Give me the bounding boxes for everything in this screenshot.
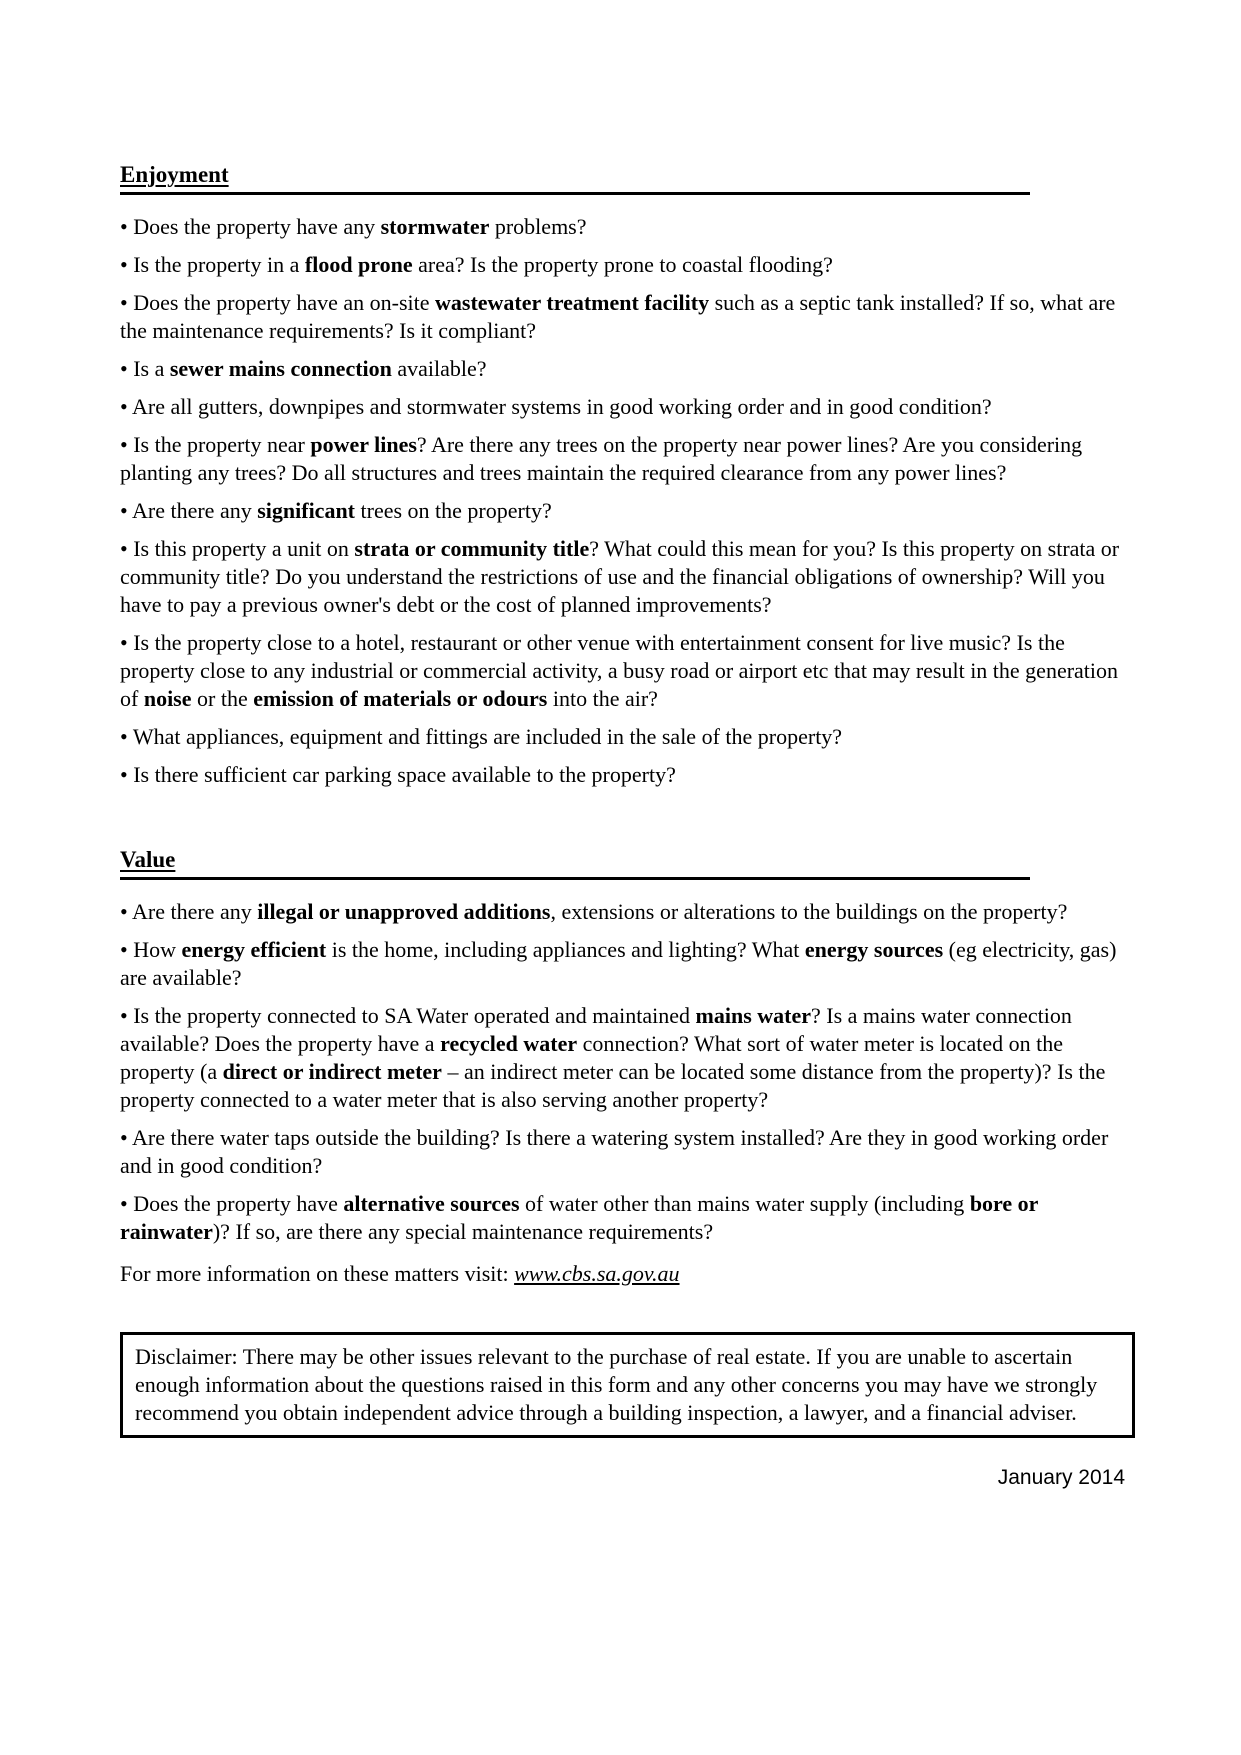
bullet-question <box>120 431 1135 487</box>
bullet-text-bold: flood prone <box>304 252 413 277</box>
bullet-marker: • <box>120 536 134 561</box>
bullet-marker: • <box>120 630 134 655</box>
bullet-question <box>120 535 1135 619</box>
bullet-question <box>120 251 1135 279</box>
bullet-text-bold: sewer mains connection <box>169 356 392 381</box>
bullet-question <box>120 629 1135 713</box>
bullet-text: Are there water taps outside the building? Is there a watering system installed? Are they in good working order and in good condition? <box>120 1125 1109 1178</box>
cbs-website-link[interactable]: www.cbs.sa.gov.au <box>514 1261 680 1286</box>
bullet-marker: • <box>120 356 134 381</box>
bullet-question <box>120 1124 1135 1180</box>
section-value <box>120 845 1135 1246</box>
bullet-text: ? What could this mean for you? Is this property on strata or community title? Do you understand the restrictions of use and the financial obligations of ownership? Will you have to pay a previous owner's debt or the cost of planned improvements? <box>120 536 1120 617</box>
bullet-marker: • <box>120 899 132 924</box>
disclaimer-box <box>120 1332 1135 1438</box>
value-heading: Value <box>120 845 1030 880</box>
bullet-marker: • <box>120 214 134 239</box>
bullet-text: such as a septic tank installed? If so, what are the maintenance requirements? Is it compliant? <box>120 290 1116 343</box>
bullet-text: – an indirect meter can be located some distance from the property)? Is the property connected to a water meter that is also serving another property? <box>120 1059 1106 1112</box>
bullet-question <box>120 497 1135 525</box>
bullet-marker: • <box>120 498 132 523</box>
bullet-text: or the <box>191 686 254 711</box>
bullet-text: ? Are there any trees on the property near power lines? Are you considering planting any trees? Do all structures and trees maintain the required clearance from any power lines? <box>120 432 1083 485</box>
bullet-text: ? Is a mains water connection available? Does the property have a <box>120 1003 1072 1056</box>
bullet-text: Does the property have any <box>133 214 381 239</box>
more-info-line <box>120 1260 1135 1288</box>
bullet-marker: • <box>120 937 134 962</box>
bullet-text: Are there any <box>132 498 258 523</box>
disclaimer-text: Disclaimer: There may be other issues relevant to the purchase of real estate. If you are unable to ascertain enough information about the questions raised in this form and any other concerns you may have we strongly recommend you obtain independent advice through a building inspection, a lawyer, and a financial adviser. <box>135 1344 1098 1425</box>
bullet-text: trees on the property? <box>355 498 552 523</box>
bullet-text-bold: energy sources <box>804 937 944 962</box>
bullet-question <box>120 936 1135 992</box>
bullet-question <box>120 393 1135 421</box>
bullet-question <box>120 898 1135 926</box>
bullet-text: of water other than mains water supply (including <box>519 1191 970 1216</box>
bullet-text: Is the property close to a hotel, restaurant or other venue with entertainment consent for live music? Is the property close to any industrial or commercial activity, a busy road or airport etc that may result in the generation of <box>120 630 1119 711</box>
bullet-marker: • <box>120 394 132 419</box>
bullet-text: Are all gutters, downpipes and stormwater systems in good working order and in good condition? <box>132 394 992 419</box>
bullet-text: Is a <box>133 356 170 381</box>
bullet-text: How <box>133 937 182 962</box>
bullet-text: Is this property a unit on <box>133 536 355 561</box>
bullet-marker: • <box>120 290 134 315</box>
enjoyment-bullet-list <box>120 213 1135 789</box>
bullet-text-bold: direct or indirect meter <box>222 1059 442 1084</box>
bullet-text: connection? What sort of water meter is located on the property (a <box>120 1031 1063 1084</box>
bullet-text: available? <box>391 356 487 381</box>
bullet-question <box>120 1190 1135 1246</box>
bullet-question <box>120 355 1135 383</box>
bullet-text: Is there sufficient car parking space available to the property? <box>133 762 676 787</box>
bullet-text: , extensions or alterations to the buildings on the property? <box>550 899 1068 924</box>
bullet-text: problems? <box>489 214 587 239</box>
bullet-text-bold: emission of materials or odours <box>253 686 548 711</box>
bullet-text: area? Is the property prone to coastal flooding? <box>412 252 833 277</box>
more-info-text: For more information on these matters visit: <box>120 1261 515 1286</box>
bullet-text: Is the property in a <box>133 252 305 277</box>
footer-date: January 2014 <box>997 1466 1125 1489</box>
bullet-text-bold: bore or rainwater <box>120 1191 1039 1244</box>
bullet-text-bold: energy efficient <box>181 937 327 962</box>
bullet-marker: • <box>120 1191 134 1216</box>
bullet-text: )? If so, are there any special maintenance requirements? <box>212 1219 714 1244</box>
bullet-question <box>120 1002 1135 1114</box>
bullet-text-bold: noise <box>143 686 192 711</box>
bullet-text: Does the property have an on-site <box>133 290 435 315</box>
section-enjoyment <box>120 160 1135 789</box>
bullet-marker: • <box>120 252 134 277</box>
bullet-text: Is the property connected to SA Water operated and maintained <box>133 1003 696 1028</box>
bullet-text-bold: wastewater treatment facility <box>435 290 710 315</box>
bullet-marker: • <box>120 1003 134 1028</box>
bullet-text-bold: recycled water <box>440 1031 578 1056</box>
bullet-text: Are there any <box>132 899 258 924</box>
bullet-text: (eg electricity, gas) are available? <box>120 937 1117 990</box>
bullet-question <box>120 723 1135 751</box>
bullet-question <box>120 289 1135 345</box>
bullet-marker: • <box>120 1125 132 1150</box>
bullet-text-bold: power lines <box>310 432 417 457</box>
bullet-text: What appliances, equipment and fittings are included in the sale of the property? <box>132 724 843 749</box>
bullet-question <box>120 213 1135 241</box>
bullet-text: is the home, including appliances and lighting? What <box>326 937 805 962</box>
bullet-text-bold: alternative sources <box>343 1191 520 1216</box>
enjoyment-heading: Enjoyment <box>120 160 1030 195</box>
bullet-text-bold: stormwater <box>380 214 490 239</box>
bullet-text-bold: illegal or unapproved additions <box>257 899 551 924</box>
bullet-text: Is the property near <box>133 432 311 457</box>
bullet-marker: • <box>120 762 134 787</box>
bullet-marker: • <box>120 432 134 457</box>
bullet-text-bold: mains water <box>695 1003 811 1028</box>
bullet-question <box>120 761 1135 789</box>
value-bullet-list <box>120 898 1135 1246</box>
bullet-text: Does the property have <box>133 1191 344 1216</box>
bullet-text: into the air? <box>547 686 658 711</box>
bullet-marker: • <box>120 724 133 749</box>
bullet-text-bold: strata or community title <box>354 536 590 561</box>
bullet-text-bold: significant <box>257 498 356 523</box>
